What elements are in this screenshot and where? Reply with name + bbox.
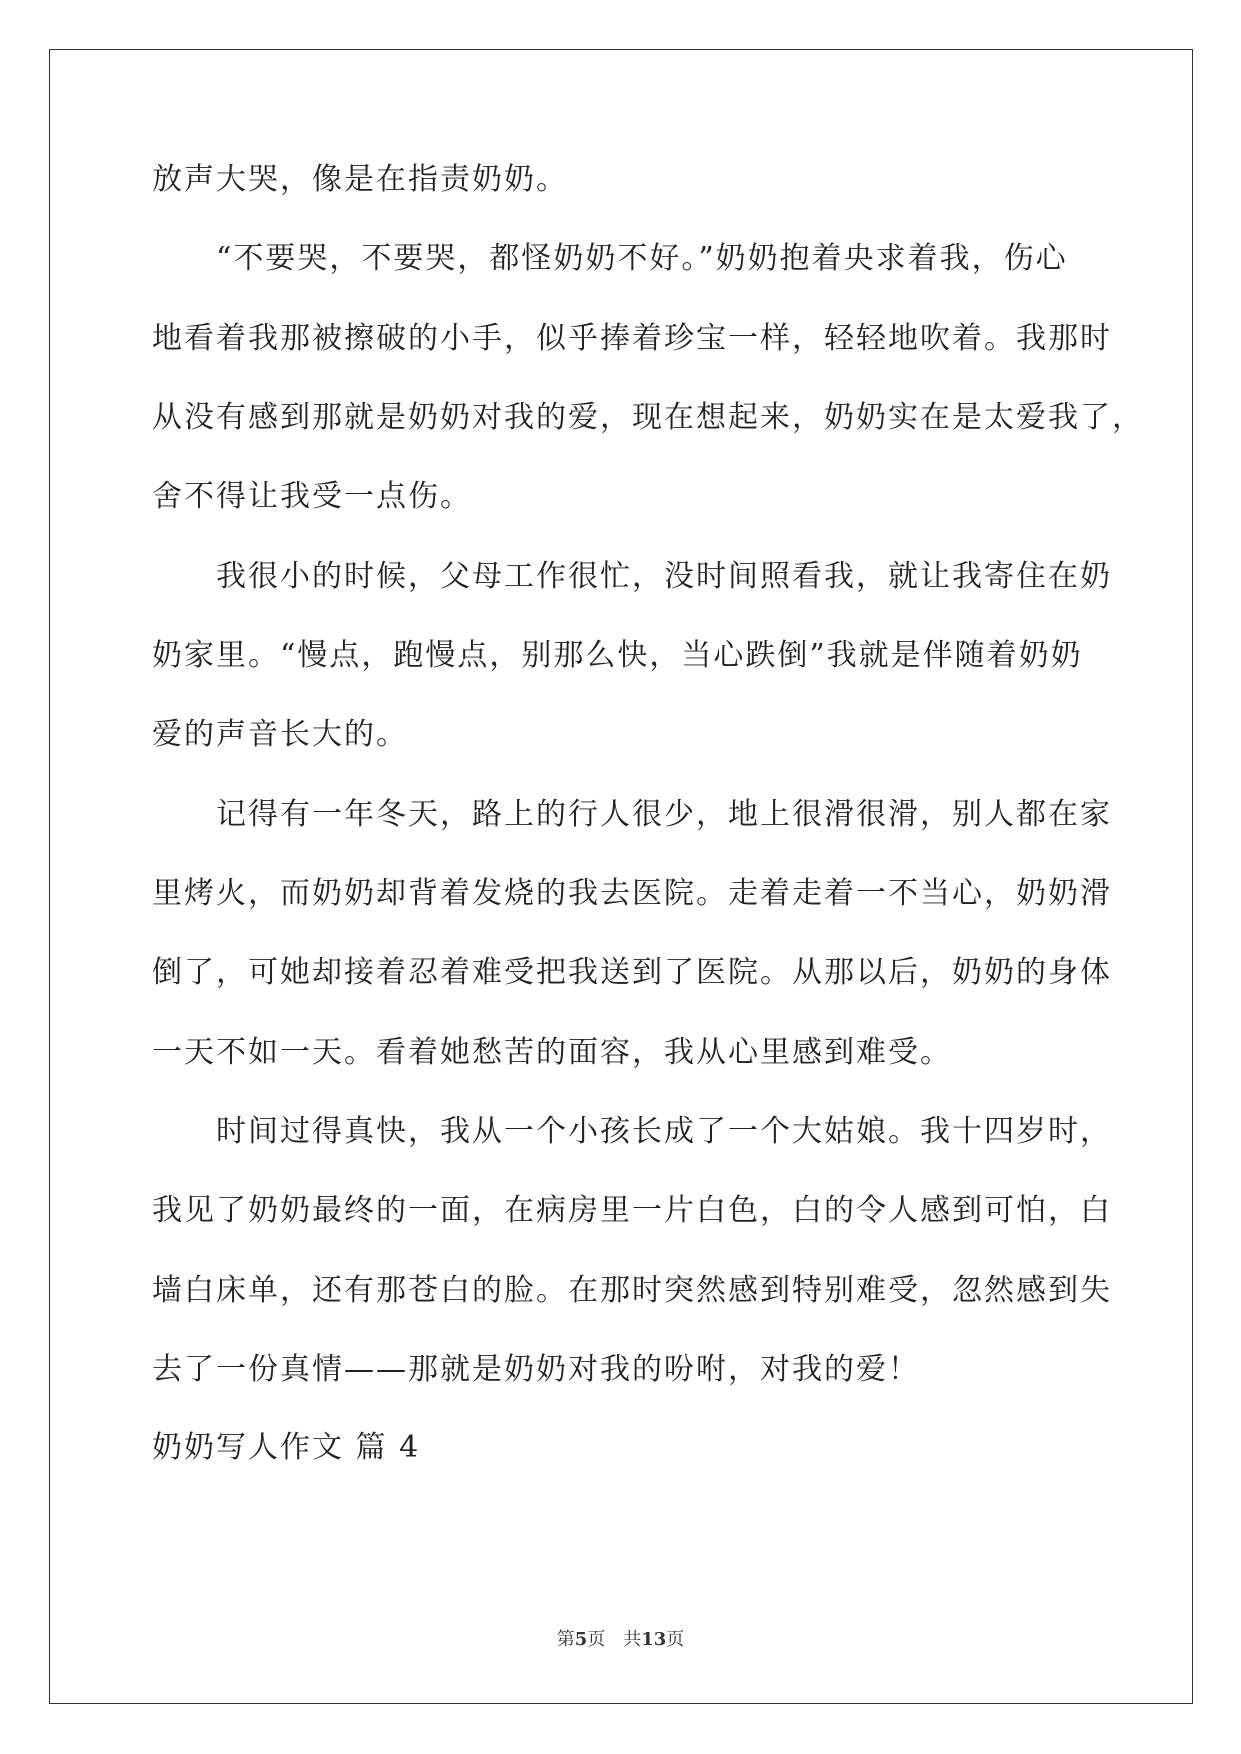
text-line: 记得有一年冬天，路上的行人很少，地上很滑很滑，别人都在家: [216, 797, 1112, 832]
text-line: 从没有感到那就是奶奶对我的爱，现在想起来，奶奶实在是太爱我了，: [152, 400, 1144, 435]
text-line: 我很小的时候，父母工作很忙，没时间照看我，就让我寄住在奶: [216, 559, 1112, 594]
text-line: 我见了奶奶最终的一面，在病房里一片白色，白的令人感到可怕，白: [152, 1193, 1112, 1228]
text-line: 放声大哭，像是在指责奶奶。: [152, 162, 568, 197]
current-page-number: 5: [574, 1629, 588, 1650]
section-heading: 奶奶写人作文 篇 4: [152, 1430, 421, 1465]
text-line: 时间过得真快，我从一个小孩长成了一个大姑娘。我十四岁时，: [216, 1114, 1112, 1149]
text-line: 里烤火，而奶奶却背着发烧的我去医院。走着走着一不当心，奶奶滑: [152, 876, 1112, 911]
text-line: 奶家里。“慢点，跑慢点，别那么快，当心跌倒”我就是伴随着奶奶: [152, 638, 1083, 673]
text-line: 倒了，可她却接着忍着难受把我送到了医院。从那以后，奶奶的身体: [152, 955, 1112, 990]
text-line: “不要哭，不要哭，都怪奶奶不好。”奶奶抱着央求着我，伤心: [216, 241, 1068, 276]
footer-mid: 页 共: [587, 1629, 642, 1650]
footer-prefix: 第: [556, 1629, 575, 1650]
text-line: 舍不得让我受一点伤。: [152, 479, 472, 514]
footer-suffix: 页: [666, 1629, 685, 1650]
text-line: 地看着我那被擦破的小手，似乎捧着珍宝一样，轻轻地吹着。我那时: [152, 321, 1112, 356]
text-line: 去了一份真情——那就是奶奶对我的吩咐，对我的爱！: [152, 1352, 920, 1387]
text-line: 一天不如一天。看着她愁苦的面容，我从心里感到难受。: [152, 1035, 952, 1070]
total-pages-number: 13: [641, 1629, 667, 1650]
text-line: 墙白床单，还有那苍白的脸。在那时突然感到特别难受，忽然感到失: [152, 1273, 1112, 1308]
page-footer: [0, 1625, 1241, 1651]
text-line: 爱的声音长大的。: [152, 717, 408, 752]
